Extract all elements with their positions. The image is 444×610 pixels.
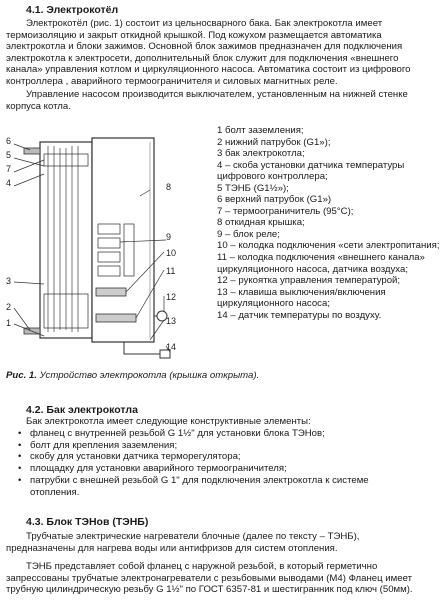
callout-number: 13: [166, 316, 177, 326]
boiler-figure: [0, 134, 215, 366]
callout-number: 9: [166, 232, 172, 242]
legend-item: цифрового контроллера;: [217, 171, 328, 183]
section-4-3-paragraph-2: [6, 561, 438, 596]
text-line: корпуса котла.: [6, 100, 71, 112]
text-line: Электрокотёл (рис. 1) состоит из цельносварного бака. Бак электрокотла имеет: [26, 18, 383, 29]
section-4-2-title: 4.2. Бак электрокотла: [26, 404, 138, 416]
text-line: электрокотла к электросети, дополнительный блок служит для подключения «внешнего: [6, 52, 399, 64]
section-4-2-intro: Бак электрокотла имеет следующие конструктивные элементы:: [26, 416, 311, 427]
bullet: •: [18, 439, 22, 451]
section-4-1-paragraph-1: [6, 18, 438, 88]
callout-number: 14: [166, 342, 177, 352]
bullet: •: [18, 451, 22, 463]
list-item: [6, 451, 369, 463]
figure-legend: [217, 125, 439, 321]
legend-item: 7 – термоограничитель (95°C);: [217, 205, 354, 217]
callout-number: 10: [166, 248, 177, 258]
callout-number: 3: [6, 276, 12, 286]
legend-item: 10 – колодка подключения «сети электропитания;: [217, 240, 440, 252]
list-item: [6, 463, 369, 475]
text-line: ТЭНБ представляет собой фланец с наружной резьбой, в который герметично: [26, 561, 378, 572]
list-item-text: отопления.: [30, 486, 80, 498]
list-item-text: патрубки с внешней резьбой G 1" для подключения электрокотла к системе: [30, 474, 369, 486]
figure-caption-label: Рис. 1.: [6, 370, 37, 381]
legend-item: 4 – скоба установки датчика температуры: [217, 159, 405, 171]
callout-number: 1: [6, 318, 12, 328]
section-4-3-title: 4.3. Блок ТЭНов (ТЭНБ): [26, 516, 149, 528]
bullet: •: [18, 474, 22, 486]
text-line: электрокотла и блоки зажимов. Основной блок зажимов предназначен для подключения: [6, 41, 403, 53]
sensor-cable: [124, 342, 170, 358]
list-item-continuation: [6, 487, 369, 499]
boiler-cover-panel: [92, 138, 154, 342]
legend-item: 8 откидная крышка;: [217, 217, 305, 229]
legend-item: 3 бак электрокотла;: [217, 148, 305, 160]
text-line: термоизоляцию и закрыт откидной крышкой. Под кожухом размещается автоматика: [6, 29, 382, 41]
text-line: запрессованы трубчатые электронагреватели с резьбовыми выводами (М4) Фланец имеет: [6, 572, 412, 584]
boiler-tank-left: [40, 142, 92, 338]
legend-item: 2 нижний патрубок (G1»);: [217, 136, 331, 148]
text-line: канала» управления котлом и циркуляционного насоса. Автоматика состоит из цифрового: [6, 64, 411, 76]
callout-number: 5: [6, 150, 12, 160]
legend-item: 9 – блок реле;: [217, 228, 280, 240]
callout-number: 8: [166, 182, 172, 192]
section-4-3-paragraph-1: [6, 531, 438, 554]
bullet: •: [18, 463, 22, 475]
figure-caption-text: Устройство электрокотла (крышка открыта).: [36, 370, 260, 381]
legend-item: 13 – клавиша выключения/включения: [217, 286, 386, 298]
legend-item: циркуляционного насоса, датчика воздуха;: [217, 263, 408, 275]
list-item: [6, 440, 369, 452]
callout-number: 6: [6, 136, 12, 146]
text-line: трубную цилиндрическую резьбу G 1½" по ГОСТ 6357-81 и шестигранник под ключ (50мм).: [6, 584, 413, 596]
list-item-text: болт для крепления заземления;: [30, 439, 178, 451]
legend-item: 11 – колодка подключения «внешнего канала»: [217, 252, 425, 264]
legend-item: 6 верхний патрубок (G1»): [217, 194, 332, 206]
figure-caption: [6, 370, 259, 381]
list-item: [6, 475, 369, 487]
section-4-1-title: 4.1. Электрокотёл: [26, 4, 119, 16]
list-item-text: площадку для установки аварийного термоограничителя;: [30, 463, 287, 475]
legend-item: циркуляционного насоса;: [217, 298, 330, 310]
legend-item: 5 ТЭНБ (G1½»);: [217, 182, 289, 194]
legend-item: 1 болт заземления;: [217, 125, 304, 136]
text-line: контроллера , аварийного термоограничителя и силовых магнитных реле.: [6, 75, 338, 87]
list-item-text: фланец с внутренней резьбой G 1½" для установки блока ТЭНов;: [30, 428, 325, 439]
callout-number: 11: [166, 266, 176, 276]
tank-elements-list: [6, 428, 369, 498]
list-item: [6, 428, 369, 440]
text-line: Трубчатые электрические нагреватели блочные (далее по тексту – ТЭНБ),: [26, 531, 360, 542]
callout-number: 12: [166, 292, 177, 302]
callout-number: 2: [6, 302, 12, 312]
text-line: предназначены для нагрева воды или антифризов для систем отопления.: [6, 542, 338, 554]
section-4-1-paragraph-2: [6, 89, 438, 112]
pipes: [24, 148, 40, 334]
list-item-text: скобу для установки датчика терморегулятора;: [30, 451, 241, 463]
bullet: •: [18, 428, 22, 439]
text-line: Управление насосом производится выключателем, установленным на нижней стенке: [26, 89, 408, 100]
callout-number: 4: [6, 178, 12, 188]
legend-item: 12 – рукоятка управления температурой;: [217, 275, 401, 287]
legend-item: 14 – датчик температуры по воздуху.: [217, 309, 382, 321]
callout-number: 7: [6, 164, 12, 174]
